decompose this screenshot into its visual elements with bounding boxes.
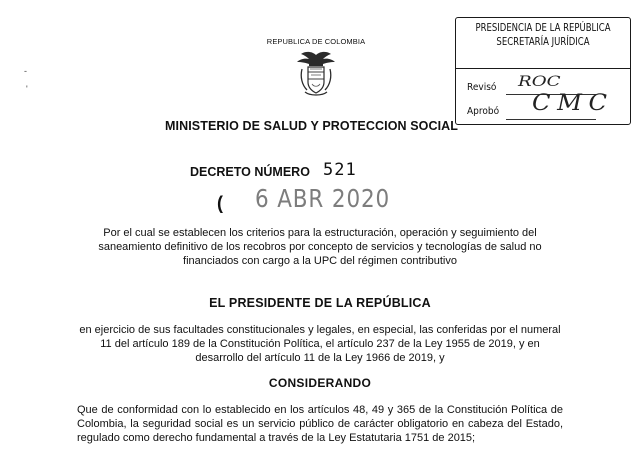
considerando-heading: CONSIDERANDO xyxy=(268,376,372,390)
decree-summary: Por el cual se establecen los criterios para la estructuración, operación y seguimiento del saneamiento definitivo de los recobros por concepto de servicios y tecnologías de salud no financiados con cargo a la UPC del régimen contributivo xyxy=(98,227,542,267)
approval-stamp xyxy=(455,17,631,125)
letterhead-country: REPUBLICA DE COLOMBIA xyxy=(266,37,366,46)
margin-mark: - xyxy=(24,66,27,76)
stamp-divider xyxy=(456,68,630,69)
date-open-paren: ( xyxy=(217,193,223,213)
approved-initials: CMC xyxy=(532,91,614,116)
date-stamp: 6 ABR 2020 xyxy=(255,184,391,213)
margin-mark: ' xyxy=(26,84,28,94)
decree-number-label: DECRETO NÚMERO xyxy=(190,165,310,179)
coat-of-arms-icon xyxy=(296,49,336,99)
approved-label: Aprobó xyxy=(467,106,500,117)
ministry-heading: MINISTERIO DE SALUD Y PROTECCION SOCIAL xyxy=(165,119,459,133)
stamp-line1: PRESIDENCIA DE LA REPÚBLICA xyxy=(475,22,611,34)
president-heading: EL PRESIDENTE DE LA REPÚBLICA xyxy=(209,296,431,310)
powers-paragraph: en ejercicio de sus facultades constitucionales y legales, en especial, las conferidas por el numeral 11 del artículo 189 de la Constitución Política, el artículo 237 de la Ley 1955 de 2019, y en desarrollo del artículo 11 de la Ley 1966 de 2019, y xyxy=(79,324,561,364)
reviewed-label: Revisó xyxy=(467,82,497,93)
approved-signature-line xyxy=(506,119,596,120)
considerando-paragraph: Que de conformidad con lo establecido en los artículos 48, 49 y 365 de la Constitución Política de Colombia, la seguridad social es un servicio público de carácter obligatorio en cabeza del Estado, regulado como derecho fundamental a través de la Ley Estatutaria 1751 de 2015; xyxy=(77,404,563,444)
decree-number: 521 xyxy=(323,160,357,180)
reviewed-initials: ROC xyxy=(518,74,561,90)
stamp-line2: SECRETARÍA JURÍDICA xyxy=(496,36,590,48)
stamp-title xyxy=(465,21,622,49)
